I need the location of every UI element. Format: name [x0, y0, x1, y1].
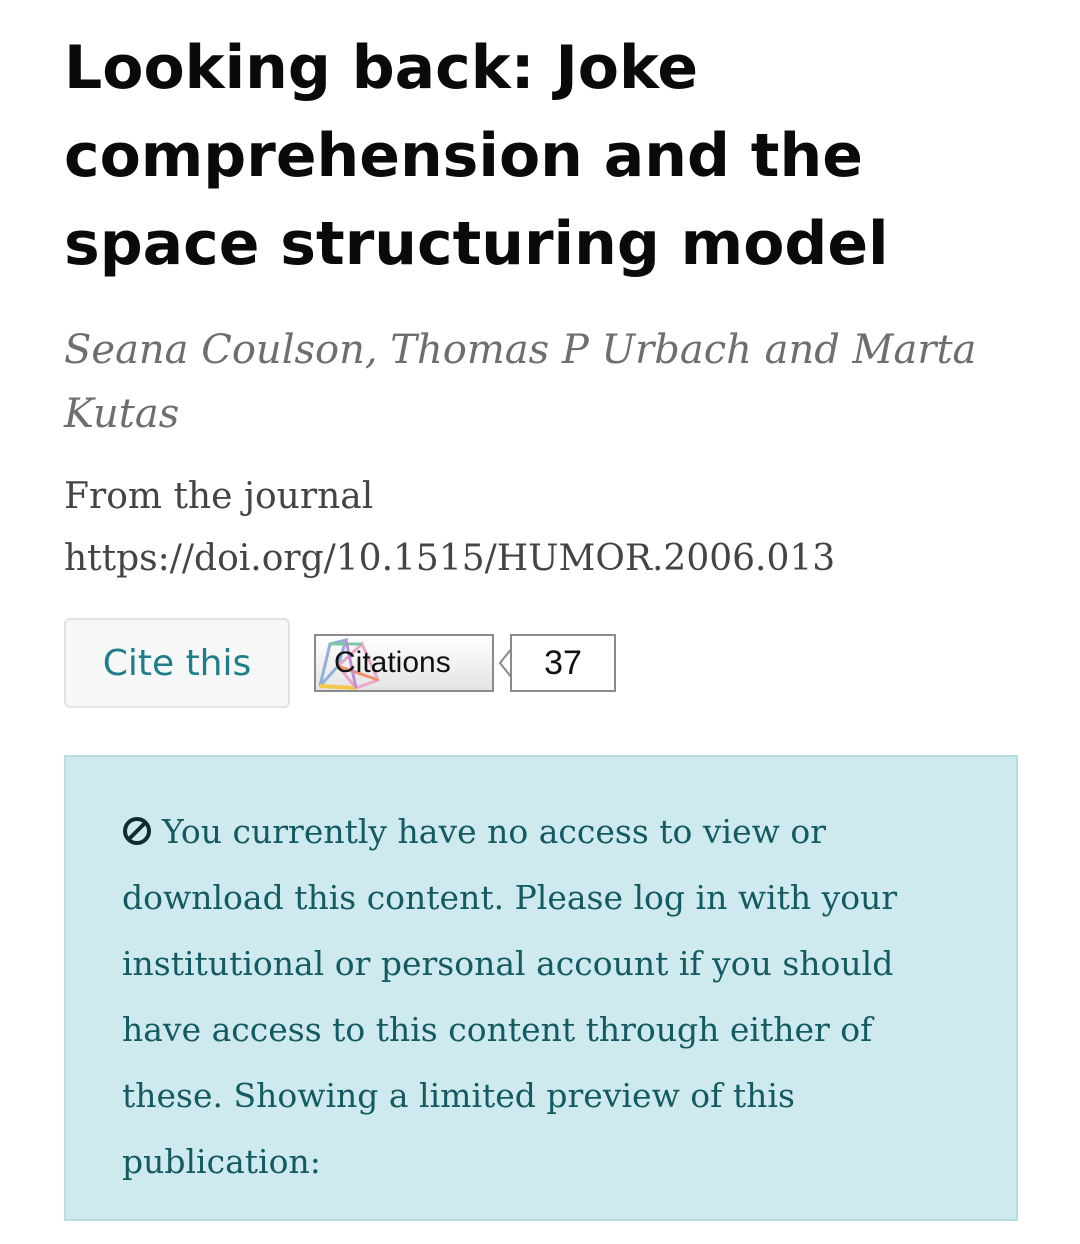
doi-link[interactable]: https://doi.org/10.1515/HUMOR.2006.013 — [64, 538, 836, 579]
journal-label: From the journal — [64, 476, 374, 517]
no-access-icon — [122, 816, 152, 846]
citations-label: Citations — [334, 646, 451, 679]
access-notice-body — [122, 799, 960, 1195]
access-notice-text: You currently have no access to view or download this content. Please log in with your institutional or personal account if you should have access to this content through either of these. Showing a limited preview of this publication: — [122, 812, 898, 1181]
cite-this-button[interactable]: Cite this — [64, 618, 290, 708]
article-actions — [64, 618, 1018, 710]
access-notice — [64, 755, 1018, 1221]
citations-badge[interactable] — [314, 634, 494, 692]
journal-info — [64, 466, 1018, 590]
citations-count[interactable]: 37 — [510, 634, 616, 692]
article-header — [64, 0, 1018, 1181]
article-title: Looking back: Joke comprehension and the space structuring model — [64, 33, 889, 279]
article-authors[interactable]: Seana Coulson, Thomas P Urbach and Marta Kutas — [64, 327, 977, 437]
